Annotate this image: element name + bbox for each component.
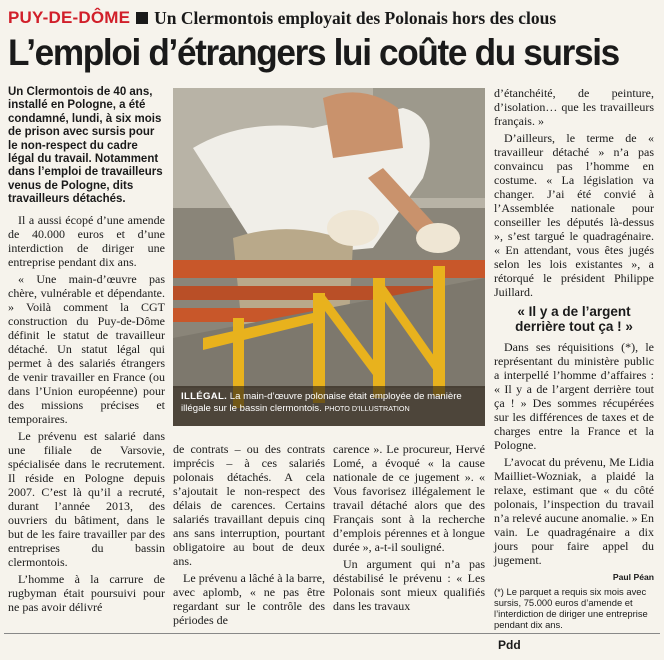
caption-text: La main-d’œuvre polonaise était employée de manière illégale sur le bassin clermontois. bbox=[181, 391, 462, 414]
worker-scaffold-illustration bbox=[173, 88, 485, 426]
lead-paragraph: Un Clermontois de 40 ans, installé en Pologne, a été condamné, lundi, à six mois de prison avec sursis pour le non-respect du cadre légal du travail. Notamment dans l’emploi de travailleurs venus de Pologne, dits travailleurs détachés. bbox=[8, 86, 163, 206]
caption-label: ILLÉGAL. bbox=[181, 391, 228, 402]
headline: L’emploi d’étrangers lui coûte du sursis bbox=[8, 32, 619, 73]
author-signature: Paul Péan bbox=[612, 572, 654, 582]
body-paragraph: Dans ses réquisitions (*), le représentant du ministère public a interpellé l’homme d’affaires : « Il y a de l’argent derrière tout ça ! » Des sommes récupérées sur les différences de taxes et de charges entre la France et la Pologne. bbox=[494, 340, 654, 452]
body-paragraph: Il a aussi écopé d’une amende de 40.000 euros et d’une interdiction de diriger une entreprise pendant dix ans. bbox=[8, 212, 165, 269]
column-2 bbox=[173, 442, 325, 630]
footer-initials: Pdd bbox=[498, 638, 521, 652]
bottom-rule bbox=[4, 633, 660, 634]
body-paragraph: d’étanchéité, de peinture, d’isolation… que les travailleurs français. » bbox=[494, 86, 654, 128]
column-4 bbox=[494, 86, 654, 630]
caption-credit: PHOTO D’ILLUSTRATION bbox=[324, 404, 410, 413]
column-1 bbox=[8, 86, 165, 617]
body-paragraph: D’ailleurs, le terme de « travailleur détaché » n’a pas convaincu pas l’homme en costume. « La législation va changer. J’ai été convié à l’Assemblée nationale pour conseiller les députés là-dessus », s’est targué le quadragénaire. « En attendant, vous êtes jugés selon les lois existantes », a rétorqué le président Philippe Juillard. bbox=[494, 131, 654, 299]
body-paragraph: L’avocat du prévenu, Me Lidia Mailliet-Wozniak, a plaidé la relaxe, estimant que « du côté polonais, l’inspection du travail n’a relevé aucune anomalie. » En vain. Le quadragénaire a dix jours pour faire appel du jugement. bbox=[494, 455, 654, 567]
body-paragraph: « Une main-d’œuvre pas chère, vulnérable et dépendante. » Voilà comment la CGT construction du Puy-de-Dôme définit le statut de travailleur détaché. Un statut légal qui permet à des salariés étrangers de venir travailler en France (ou dans l’Union européenne) pour des missions précises et temporaires. bbox=[8, 271, 165, 426]
body-paragraph: L’homme à la carrure de rugbyman était poursuivi pour ne pas avoir délivré bbox=[8, 571, 165, 614]
footnote: (*) Le parquet a requis six mois avec sursis, 75.000 euros d’amende et l’interdiction de diriger une entreprise pendant dix ans. bbox=[494, 586, 648, 630]
kicker-line bbox=[8, 6, 658, 30]
article-photo bbox=[173, 88, 485, 426]
column-3 bbox=[333, 442, 485, 616]
body-paragraph: Le prévenu a lâché à la barre, avec aplomb, « ne pas être regardant sur le contrôle des périodes de bbox=[173, 571, 325, 627]
body-paragraph: Le prévenu est salarié dans une filiale de Varsovie, spécialisée dans le recrutement. Il réside en Pologne depuis 2007. C’est là qu’il a recruté, durant l’année 2013, des ouvriers du bâtiment, dans le but de les faire travailler par des entreprises du bassin clermontois. bbox=[8, 428, 165, 569]
pull-quote: « Il y a de l’argent derrière tout ça ! » bbox=[515, 304, 633, 334]
square-bullet-icon bbox=[136, 12, 148, 24]
body-paragraph: carence ». Le procureur, Hervé Lomé, a évoqué « la cause nationale de ce jugement ». « Vous favorisez illégalement le travail détaché alors que des Français sont à la recherche d’emplois pérennes et à longue durée », a-t-il souligné. bbox=[333, 442, 485, 554]
photo-caption bbox=[173, 386, 485, 426]
section-rubric: PUY-DE-DÔME bbox=[8, 8, 131, 27]
body-paragraph: de contrats – ou des contrats imprécis – à ces salariés polonais détachés. A cela s’ajoutait le non-respect des délais de carences. Certains salariés travaillant depuis cinq ans sans interruption, pourtant obligatoire au bout de deux ans. bbox=[173, 442, 325, 568]
body-paragraph: Un argument qui n’a pas déstabilisé le prévenu : « Les Polonais sont mieux qualifiés dans les travaux bbox=[333, 557, 485, 613]
kicker-text: Un Clermontois employait des Polonais hors des clous bbox=[154, 7, 557, 28]
